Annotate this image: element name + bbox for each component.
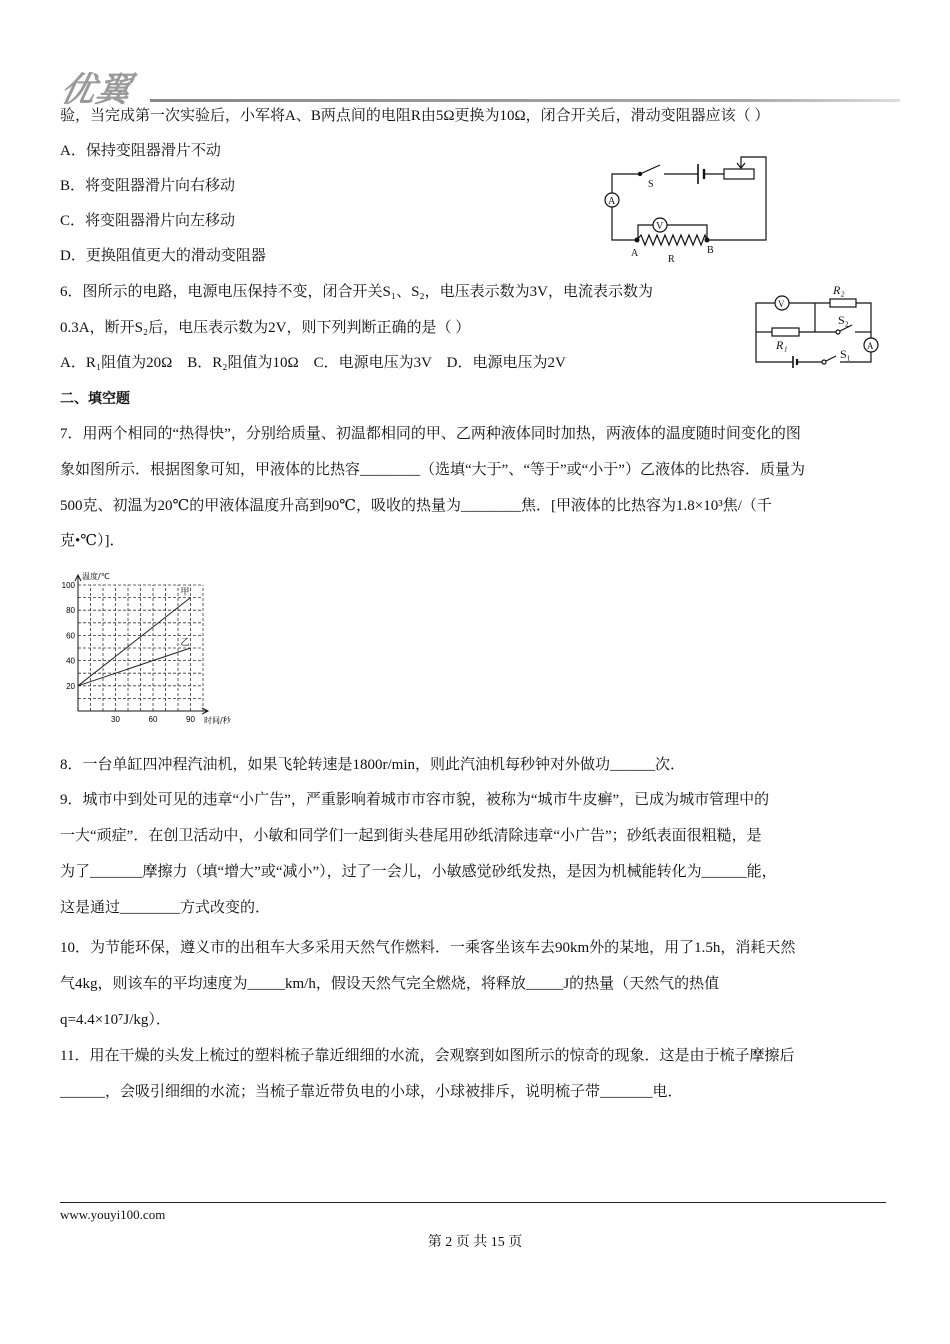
question-10-line: 气4kg，则该车的平均速度为_____km/h，假设天然气完全燃烧，将释放_____J的热量（天然气的热值 <box>60 976 720 992</box>
question-11-line: 11．用在干燥的头发上梳过的塑料梳子靠近细细的水流，会观察到如图所示的惊奇的现象．这是由于梳子摩擦后 <box>60 1048 795 1064</box>
option-d: D．更换阻值更大的滑动变阻器 <box>60 248 266 264</box>
x-axis-arrow <box>202 708 208 714</box>
ammeter-label: A <box>608 196 616 207</box>
logo: 优翼 <box>57 70 136 110</box>
question-11-line: ______，会吸引细细的水流；当梳子靠近带负电的小球，小球被排斥，说明梳子带_______电． <box>60 1084 683 1100</box>
circuit-diagram-2 <box>756 296 878 368</box>
r1-label: R₁ <box>776 338 788 352</box>
question-9-line: 9．城市中到处可见的违章“小广告”，严重影响着城市市容市貌，被称为“城市牛皮癣”，已成为城市管理中的 <box>60 792 770 808</box>
switch-label: S <box>648 179 654 190</box>
y-tick-label: 20 <box>66 681 75 691</box>
question-9-line: 这是通过________方式改变的． <box>60 900 271 916</box>
question-6-options: A．R₁阻值为20Ω B．R₂阻值为10Ω C．电源电压为3V D．电源电压为2V <box>60 355 566 371</box>
page-number: 第 2 页 共 15 页 <box>427 1235 523 1250</box>
x-tick-label: 60 <box>148 715 158 724</box>
x-axis-label: 时间/秒 <box>204 716 231 725</box>
series-line-jia <box>78 598 191 686</box>
ammeter-2-label: A <box>867 341 874 351</box>
question-10-line: q=4.4×10⁷J/kg）． <box>60 1012 171 1028</box>
question-7-line: 7．用两个相同的“热得快”，分别给质量、初温都相同的甲、乙两种液体同时加热，两液体的温度随时间变化的图 <box>60 426 801 442</box>
y-tick-label: 40 <box>66 656 75 666</box>
y-tick-label: 80 <box>66 606 75 616</box>
question-6-stem: 6．图所示的电路，电源电压保持不变，闭合开关S₁、S₂，电压表示数为3V，电流表示数为 <box>60 284 653 300</box>
voltmeter-label: V <box>656 221 664 232</box>
question-9-line: 一大“顽症”．在创卫活动中，小敏和同学们一起到街头巷尾用砂纸清除违章“小广告”；砂纸表面很粗糙，是 <box>60 828 762 844</box>
y-tick-label: 60 <box>66 631 75 641</box>
question-7-line: 克•℃）]． <box>60 533 125 549</box>
y-axis-arrow <box>75 575 81 581</box>
question-6-stem-2: 0.3A，断开S₂后，电压表示数为2V，则下列判断正确的是（ ） <box>60 320 471 336</box>
question-9-line: 为了_______摩擦力（填“增大”或“减小”），过了一会儿，小敏感觉砂纸发热，是因为机械能转化为______能， <box>60 864 777 880</box>
y-tick-label: 100 <box>61 581 75 590</box>
resistor-label: R <box>668 254 675 265</box>
x-tick-label: 90 <box>186 715 195 724</box>
series-label: 乙 <box>180 638 190 648</box>
option-b: B．将变阻器滑片向右移动 <box>60 178 236 194</box>
s2-label: S₂ <box>838 313 849 327</box>
s1-label: S₁ <box>840 347 851 361</box>
r2-label: R₂ <box>833 283 845 297</box>
series-line-yi <box>78 648 191 686</box>
header-divider <box>150 99 900 102</box>
circuit-diagram-1 <box>0 0 950 400</box>
y-axis-label: 温度/℃ <box>82 572 110 581</box>
x-tick-label: 30 <box>111 715 120 724</box>
footer-url: www.youyi100.com <box>60 1207 166 1222</box>
point-a-label: A <box>631 248 639 259</box>
question-5-stem: 验，当完成第一次实验后，小军将A、B两点间的电阻R由5Ω更换为10Ω，闭合开关后，滑动变阻器应该（ ） <box>60 108 770 124</box>
section-heading: 二、填空题 <box>60 391 130 407</box>
footer-divider <box>60 1202 886 1203</box>
question-10-line: 10．为节能环保，遵义市的出租车大多采用天然气作燃料．一乘客坐该车去90km外的某地，用了1.5h，消耗天然 <box>60 940 796 956</box>
option-a: A．保持变阻器滑片不动 <box>60 143 221 159</box>
option-c: C．将变阻器滑片向左移动 <box>60 213 236 229</box>
question-7-line: 象如图所示．根据图象可知，甲液体的比热容________（选填“大于”、“等于”或“小于”）乙液体的比热容．质量为 <box>60 462 805 478</box>
series-label: 甲 <box>180 587 190 598</box>
question-7-line: 500克、初温为20℃的甲液体温度升高到90℃，吸收的热量为________焦．[甲液体的比热容为1.8×10³焦/（千 <box>60 498 772 514</box>
point-b-label: B <box>707 245 714 256</box>
question-8: 8．一台单缸四冲程汽油机，如果飞轮转速是1800r/min，则此汽油机每秒钟对外做功______次． <box>60 757 686 773</box>
voltmeter-2-label: V <box>778 299 785 309</box>
